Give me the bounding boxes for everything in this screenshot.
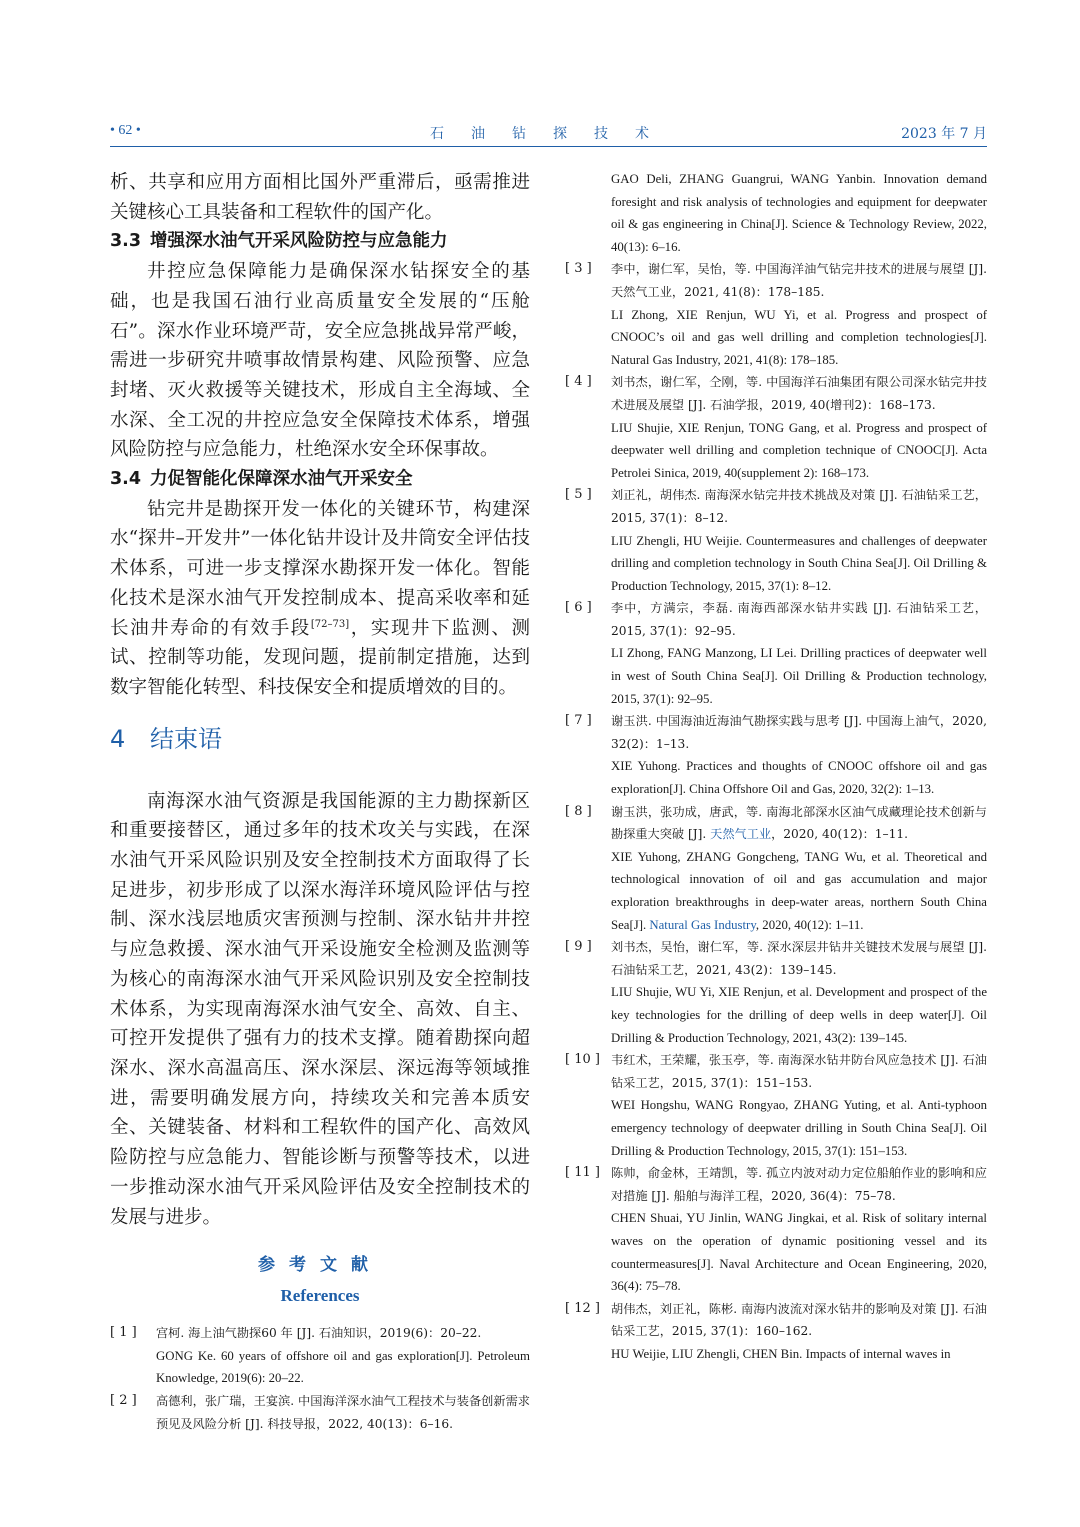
reference-number: [ 1 ] <box>110 1325 137 1341</box>
citation-link[interactable]: [72–73] <box>310 618 350 630</box>
conclusion-paragraph: 南海深水油气资源是我国能源的主力勘探新区和重要接替区，通过多年的技术攻关与实践，在深水油气开采风险识别及安全控制技术方面取得了长足进步，初步形成了以深水海洋环境风险评估与控制、深水浅层地质灾害预测与控制、深水钻井井控与应急救援、深水油气开采设施安全检测及监测等为核心的南海深水油气开采风险识别及安全控制技术体系，为实现南海深水油气安全、高效、自主、可控开发提供了强有力的技术支撑。随着勘探向超深水、深水高温高压、深水深层、深远海等领域推进，需要明确发展方向，持续攻关和完善本质安全、关键装备、材料和工程软件的国产化、高效风险防控与应急能力、智能诊断与预警等技术，以进一步推动深水油气开采风险评估及安全控制技术的发展与进步。 <box>110 790 530 1228</box>
reference-en: LI Zhong, XIE Renjun, WU Yi, et al. Progress and prospect of CNOOC’s oil and gas well drilling and completion technologies[J]. Natural Gas Industry, 2021, 41(8): 178–185. <box>611 307 987 367</box>
reference-item <box>565 484 987 597</box>
reference-item <box>565 1049 987 1162</box>
intro-paragraph: 析、共享和应用方面相比国外严重滞后，亟需推进关键核心工具装备和工程软件的国产化。 <box>110 172 530 223</box>
paragraph-text: ，实现井下监测、测试、控制等功能，发现问题，提前制定措施，达到数字智能化转型、科技保安全和提质增效的目的。 <box>110 617 530 698</box>
section-3-4-paragraph <box>110 495 530 703</box>
reference-item <box>565 710 987 800</box>
reference-text: ，2020, 40(12)：1–11. <box>771 827 908 842</box>
reference-en: LIU Shujie, WU Yi, XIE Renjun, et al. Development and prospect of the key technologies for the drilling of deep wells in deep water[J]. Oil Drilling & Production Technology, 2021, 43(2): 139–145. <box>611 985 987 1045</box>
issue-date: 2023 年 7 月 <box>901 126 987 142</box>
reference-cn: 李中，方满宗，李磊. 南海西部深水钻井实践 [J]. 石油钻采工艺，2015, 37(1)：92–95. <box>611 601 987 638</box>
reference-item <box>565 258 987 371</box>
reference-text: , 2020, 40(12): 1–11. <box>755 917 864 932</box>
reference-text: 谢玉洪，张功成，唐武，等. 南海北部深水区油气成藏理论技术创新与勘探重大突破 [J]. <box>611 804 987 842</box>
reference-cn: 李中，谢仁军，吴怡，等. 中国海洋油气钻完井技术的进展与展望 [J]. 天然气工业，2021, 41(8)：178–185. <box>611 262 987 299</box>
section-3-3-heading <box>110 227 530 257</box>
reference-cn: 谢玉洪. 中国海油近海油气勘探实践与思考 [J]. 中国海上油气，2020, 32(2)：1–13. <box>611 714 987 751</box>
reference-cn: 韦红术，王荣耀，张玉亭，等. 南海深水钻井防台风应急技术 [J]. 石油钻采工艺，2015, 37(1)：151–153. <box>611 1053 987 1090</box>
reference-en: GONG Ke. 60 years of offshore oil and gas exploration[J]. Petroleum Knowledge, 2019(6): 20–22. <box>156 1348 530 1386</box>
section-title: 力促智能化保障深水油气开采安全 <box>150 469 413 490</box>
reference-en: CHEN Shuai, YU Jinlin, WANG Jingkai, et al. Risk of solitary internal waves on the operation of dynamic positioning vessel and its countermeasures[J]. Naval Architecture and Ocean Engineering, 2020, 36(4): 75–78. <box>611 1211 987 1294</box>
reference-en: GAO Deli, ZHANG Guangrui, WANG Yanbin. Innovation demand foresight and risk analysis of technologies and equipment for deepwater oil & gas engineering in China[J]. Science & Technology Review, 2022, 40(13): 6–16. <box>611 172 987 254</box>
reference-number: [ 12 ] <box>565 1300 600 1316</box>
reference-number: [ 10 ] <box>565 1052 600 1068</box>
reference-cn <box>611 801 987 846</box>
reference-cn: 刘书杰，谢仁军，仝刚，等. 中国海洋石油集团有限公司深水钻完井技术进展及展望 [J]. 石油学报，2019, 40(增刊2)：168–173. <box>611 375 987 412</box>
reference-item <box>110 1322 530 1390</box>
reference-en: XIE Yuhong. Practices and thoughts of CNOOC offshore oil and gas exploration[J]. China Offshore Oil and Gas, 2020, 32(2): 1–13. <box>611 759 987 797</box>
journal-link[interactable]: 天然气工业 <box>710 827 772 842</box>
reference-en: LIU Zhengli, HU Weijie. Countermeasures and challenges of deepwater drilling and completion technology in South China Sea[J]. Oil Drilling & Production Technology, 2015, 37(1): 8–12. <box>611 533 987 593</box>
left-column <box>110 168 530 1435</box>
reference-number: [ 9 ] <box>565 939 592 955</box>
reference-number: [ 11 ] <box>565 1165 600 1181</box>
reference-number: [ 3 ] <box>565 261 592 277</box>
reference-number: [ 5 ] <box>565 487 592 503</box>
reference-number: [ 4 ] <box>565 374 592 390</box>
reference-item-continued <box>565 168 987 258</box>
reference-cn: 刘正礼，胡伟杰. 南海深水钻完井技术挑战及对策 [J]. 石油钻采工艺，2015, 37(1)：8–12. <box>611 488 987 525</box>
journal-link[interactable]: Natural Gas Industry <box>649 917 756 932</box>
right-column <box>565 168 987 1365</box>
reference-text: XIE Yuhong, ZHANG Gongcheng, TANG Wu, et al. Theoretical and technological innovation of oil and gas accumulation and major exploration breakthroughs in deep-water areas, northern South China Sea[J]. <box>611 849 987 932</box>
section-number: 4 <box>110 724 126 753</box>
reference-en <box>611 846 987 936</box>
paragraph-text: 钻完井是勘探开发一体化的关键环节，构建深水“探井–开发井”一体化钻井设计及井筒安全评估技术体系，可进一步支撑深水勘探开发一体化。智能化技术是深水油气开发控制成本、提高采收率和延长油井寿命的有效手段 <box>110 498 530 639</box>
reference-number: [ 6 ] <box>565 600 592 616</box>
reference-item <box>565 936 987 1049</box>
section-3-3-paragraph: 井控应急保障能力是确保深水钻探安全的基础，也是我国石油行业高质量安全发展的“压舱石”。深水作业环境严苛，安全应急挑战异常严峻，需进一步研究井喷事故情景构建、风险预警、应急封堵、灭火救援等关键技术，形成自主全海域、全水深、全工况的井控应急安全保障技术体系，增强风险防控与应急能力，杜绝深水安全环保事故。 <box>110 261 530 461</box>
reference-number: [ 8 ] <box>565 803 592 819</box>
reference-en: LIU Shujie, XIE Renjun, TONG Gang, et al. Progress and prospect of deepwater well drilling and completion technique of CNOOC[J]. Acta Petrolei Sinica, 2019, 40(supplement 2): 168–173. <box>611 420 987 480</box>
reference-cn: 高德利，张广瑞，王宴滨. 中国海洋深水油气工程技术与装备创新需求预见及风险分析 [J]. 科技导报，2022, 40(13)：6–16. <box>156 1393 530 1431</box>
reference-item <box>565 1162 987 1298</box>
reference-cn: 陈帅，俞金林，王靖凯，等. 孤立内波对动力定位船舶作业的影响和应对措施 [J]. 船舶与海洋工程，2020, 36(4)：75–78. <box>611 1166 987 1203</box>
reference-item <box>565 597 987 710</box>
reference-item <box>565 801 987 937</box>
reference-item <box>110 1390 530 1435</box>
section-3-4-heading <box>110 465 530 495</box>
reference-item <box>565 1298 987 1366</box>
section-4-heading <box>110 721 530 757</box>
reference-en: HU Weijie, LIU Zhengli, CHEN Bin. Impacts of internal waves in <box>611 1346 951 1361</box>
reference-en: LI Zhong, FANG Manzong, LI Lei. Drilling practices of deepwater well in west of South China Sea[J]. Oil Drilling & Production technology, 2015, 37(1): 92–95. <box>611 646 987 706</box>
section-title: 增强深水油气开采风险防控与应急能力 <box>150 231 448 252</box>
header-rule <box>110 146 987 147</box>
references-title-cn: 参考文献 <box>258 1255 382 1276</box>
section-number: 3.3 <box>110 231 142 252</box>
reference-item <box>565 371 987 484</box>
reference-number: [ 7 ] <box>565 713 592 729</box>
journal-title: 石油钻探技术 <box>430 126 676 142</box>
page-header <box>110 121 987 145</box>
page-number: • 62 • <box>110 123 141 138</box>
section-title: 结束语 <box>150 724 222 753</box>
reference-cn: 宫柯. 海上油气勘探60 年 [J]. 石油知识，2019(6)：20–22. <box>156 1326 482 1341</box>
references-title-en: References <box>280 1286 360 1306</box>
reference-cn: 刘书杰，吴怡，谢仁军，等. 深水深层井钻井关键技术发展与展望 [J]. 石油钻采工艺，2021, 43(2)：139–145. <box>611 940 987 977</box>
section-number: 3.4 <box>110 469 142 490</box>
reference-cn: 胡伟杰，刘正礼，陈彬. 南海内波流对深水钻井的影响及对策 [J]. 石油钻采工艺，2015, 37(1)：160–162. <box>611 1301 987 1339</box>
reference-en: WEI Hongshu, WANG Rongyao, ZHANG Yuting, et al. Anti-typhoon emergency technology of deepwater drilling in South China Sea[J]. Oil Drilling & Production Technology, 2015, 37(1): 151–153. <box>611 1098 987 1158</box>
reference-number: [ 2 ] <box>110 1392 137 1408</box>
